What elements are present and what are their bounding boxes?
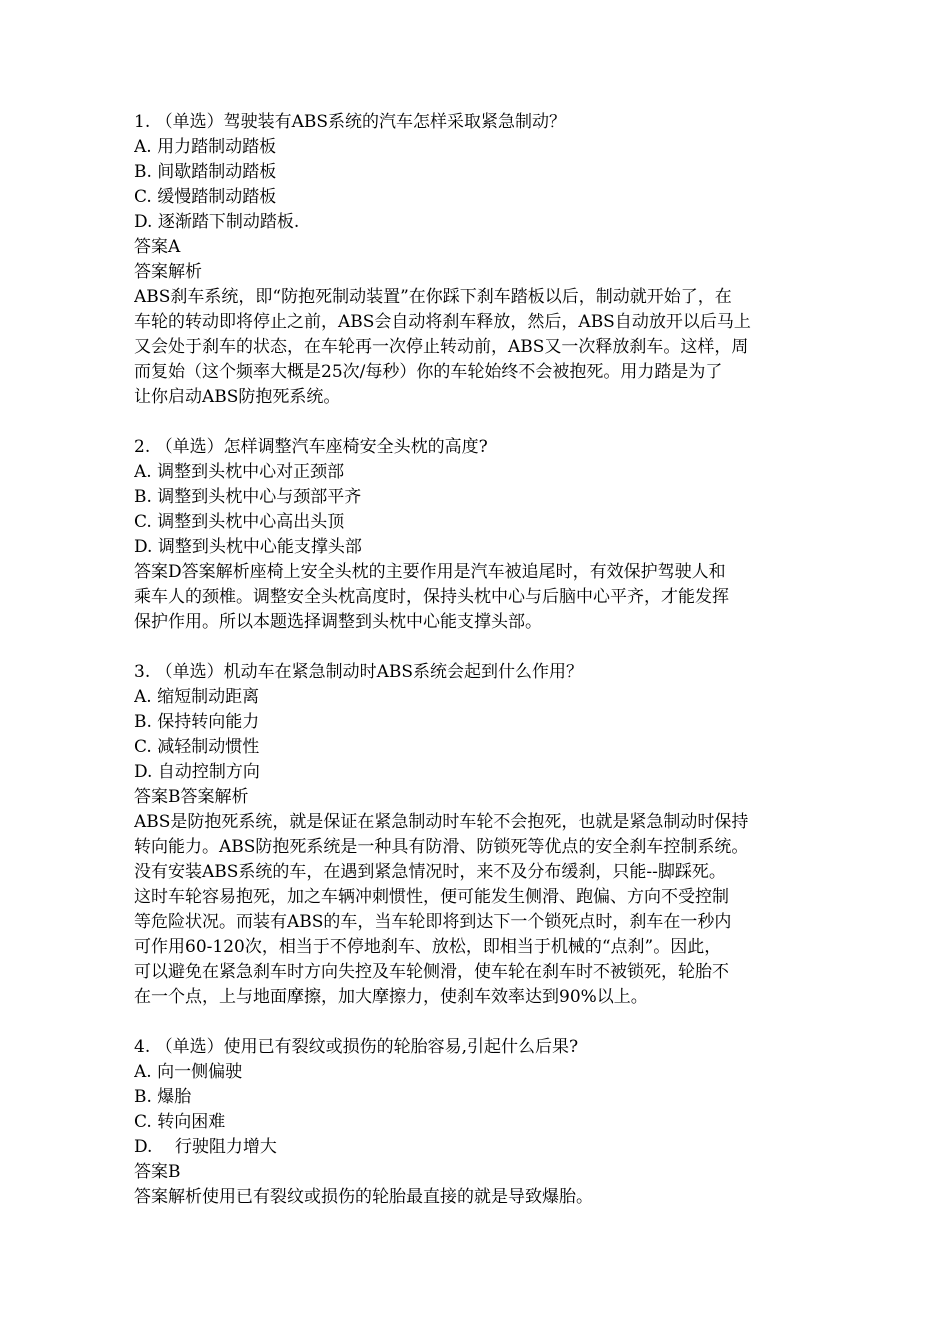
question-4 bbox=[134, 1035, 834, 1210]
explanation-line: 而复始（这个频率大概是25次/每秒）你的车轮始终不会被抱死。用力踏是为了 bbox=[134, 362, 723, 382]
question-title: 3. （单选）机动车在紧急制动时ABS系统会起到什么作用？ bbox=[134, 662, 584, 682]
question-2 bbox=[134, 435, 834, 635]
question-title: 4. （单选）使用已有裂纹或损伤的轮胎容易,引起什么后果? bbox=[134, 1037, 579, 1057]
explanation-line: 等危险状况。而装有ABS的车，当车轮即将到达下一个锁死点时，刹车在一秒内 bbox=[134, 912, 732, 932]
explanation-line: 车轮的转动即将停止之前，ABS会自动将刹车释放，然后，ABS自动放开以后马上 bbox=[134, 312, 751, 332]
option-b: B. 间歇踏制动踏板 bbox=[134, 162, 277, 182]
answer-line: 答案D答案解析座椅上安全头枕的主要作用是汽车被追尾时，有效保护驾驶人和 bbox=[134, 562, 726, 582]
question-title: 2. （单选）怎样调整汽车座椅安全头枕的高度? bbox=[134, 437, 488, 457]
option-d: D. 调整到头枕中心能支撑头部 bbox=[134, 537, 362, 557]
option-b: B. 爆胎 bbox=[134, 1087, 192, 1107]
explanation-line: 保护作用。所以本题选择调整到头枕中心能支撑头部。 bbox=[134, 612, 542, 632]
explanation-line: 转向能力。ABS防抱死系统是一种具有防滑、防锁死等优点的安全刹车控制系统。 bbox=[134, 837, 749, 857]
option-a: A. 用力踏制动踏板 bbox=[134, 137, 277, 157]
option-b: B. 保持转向能力 bbox=[134, 712, 260, 732]
option-c: C. 缓慢踏制动踏板 bbox=[134, 187, 277, 207]
option-c: C. 调整到头枕中心高出头顶 bbox=[134, 512, 345, 532]
explanation-line: 这时车轮容易抱死，加之车辆冲刺惯性，便可能发生侧滑、跑偏、方向不受控制 bbox=[134, 887, 729, 907]
option-c: C. 转向困难 bbox=[134, 1112, 226, 1132]
explanation-line: 在一个点，上与地面摩擦，加大摩擦力，使刹车效率达到90%以上。 bbox=[134, 987, 648, 1007]
option-b: B. 调整到头枕中心与颈部平齐 bbox=[134, 487, 362, 507]
explanation-line: 又会处于刹车的状态，在车轮再一次停止转动前，ABS又一次释放刹车。这样，周 bbox=[134, 337, 749, 357]
answer-line: 答案B bbox=[134, 1162, 181, 1182]
option-d: D. 逐渐踏下制动踏板. bbox=[134, 212, 300, 232]
answer-line: 答案B答案解析 bbox=[134, 787, 249, 807]
explanation-line: 让你启动ABS防抱死系统。 bbox=[134, 387, 341, 407]
question-title: 1. （单选）驾驶装有ABS系统的汽车怎样采取紧急制动？ bbox=[134, 112, 567, 132]
option-a: A. 缩短制动距离 bbox=[134, 687, 260, 707]
explanation-line: 没有安装ABS系统的车，在遇到紧急情况时，来不及分布缓刹，只能--脚踩死。 bbox=[134, 862, 726, 882]
explanation-line: 可以避免在紧急刹车时方向失控及车轮侧滑，使车轮在刹车时不被锁死，轮胎不 bbox=[134, 962, 729, 982]
option-d: D. 行驶阻力增大 bbox=[134, 1137, 277, 1157]
explanation-line: 乘车人的颈椎。调整安全头枕高度时，保持头枕中心与后脑中心平齐，才能发挥 bbox=[134, 587, 729, 607]
option-a: A. 调整到头枕中心对正颈部 bbox=[134, 462, 345, 482]
option-c: C. 减轻制动惯性 bbox=[134, 737, 260, 757]
answer-line: 答案A bbox=[134, 237, 181, 257]
explanation-line: 答案解析使用已有裂纹或损伤的轮胎最直接的就是导致爆胎。 bbox=[134, 1187, 593, 1207]
option-a: A. 向一侧偏驶 bbox=[134, 1062, 243, 1082]
question-1 bbox=[134, 110, 834, 410]
explanation-line: 可作用60-120次，相当于不停地刹车、放松，即相当于机械的“点刹”。因此， bbox=[134, 937, 722, 957]
explanation-line: ABS刹车系统，即“防抱死制动装置”在你踩下刹车踏板以后，制动就开始了，在 bbox=[134, 287, 732, 307]
explanation-line: ABS是防抱死系统，就是保证在紧急制动时车轮不会抱死，也就是紧急制动时保持 bbox=[134, 812, 749, 832]
document-page bbox=[134, 110, 834, 1235]
option-d: D. 自动控制方向 bbox=[134, 762, 260, 782]
explanation-line: 答案解析 bbox=[134, 262, 202, 282]
question-3 bbox=[134, 660, 834, 1010]
